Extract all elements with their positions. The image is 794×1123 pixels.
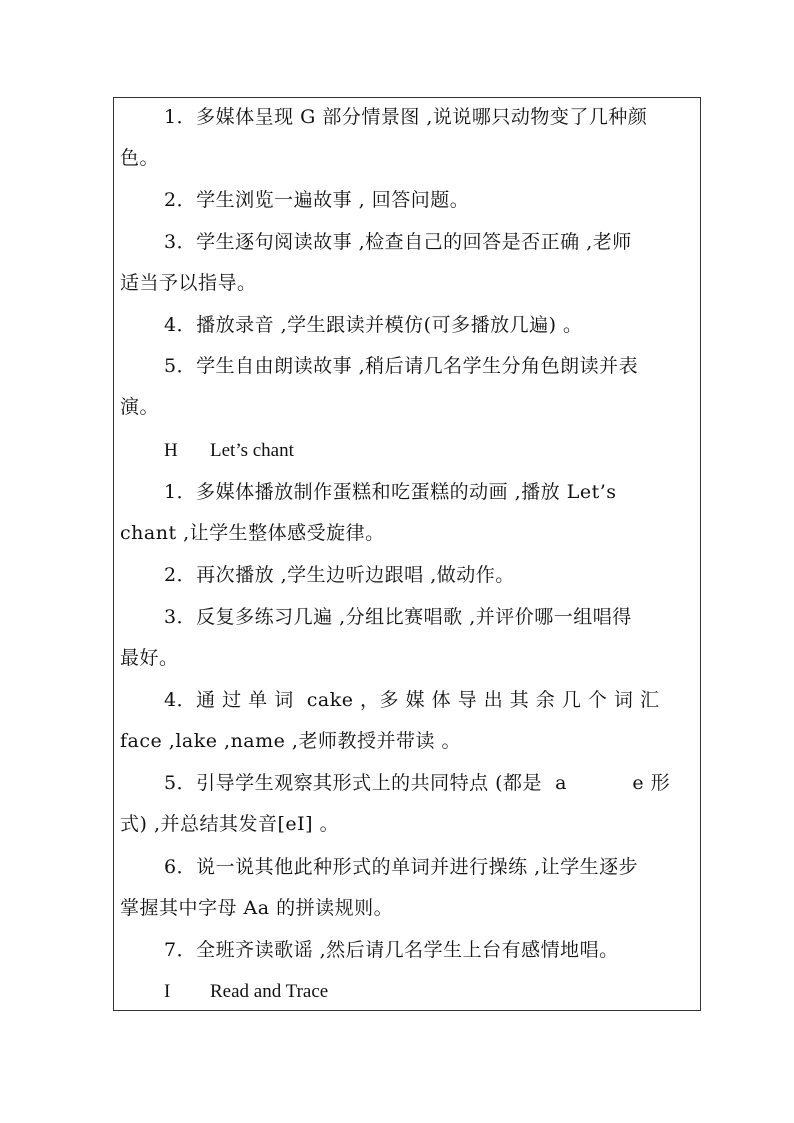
paragraph-line: 色。 xyxy=(120,147,160,169)
paragraph-line: face ,lake ,name ,老师教授并带读 。 xyxy=(120,730,462,752)
paragraph-line: 1．多媒体播放制作蛋糕和吃蛋糕的动画 ,播放 Let’s xyxy=(164,481,617,503)
paragraph-line: 最好。 xyxy=(120,647,179,669)
section-letter: H xyxy=(164,440,178,461)
section-heading-h xyxy=(164,430,294,471)
paragraph-g-5 xyxy=(120,346,698,428)
paragraph-h-7: 7．全班齐读歌谣 ,然后请几名学生上台有感情地唱。 xyxy=(164,939,619,961)
paragraph-line: 5．学生自由朗读故事 ,稍后请几名学生分角色朗读并表 xyxy=(164,355,639,377)
paragraph-h-6 xyxy=(120,847,698,929)
paragraph-h-4 xyxy=(120,680,698,762)
section-letter: I xyxy=(164,981,171,1002)
paragraph-line: 式) ,并总结其发音[eI] 。 xyxy=(120,813,340,835)
paragraph-h-1 xyxy=(120,472,698,554)
paragraph-line: 3．反复多练习几遍 ,分组比赛唱歌 ,并评价哪一组唱得 xyxy=(164,606,632,628)
paragraph-g-2: 2．学生浏览一遍故事 , 回答问题。 xyxy=(164,189,470,211)
paragraph-line: 1．多媒体呈现 G 部分情景图 ,说说哪只动物变了几种颜 xyxy=(164,106,648,128)
paragraph-g-3 xyxy=(120,222,698,304)
paragraph-h-3 xyxy=(120,597,698,679)
paragraph-line: 适当予以指导。 xyxy=(120,272,257,294)
paragraph-h-5 xyxy=(120,763,698,845)
paragraph-line: 6．说一说其他此种形式的单词并进行操练 ,让学生逐步 xyxy=(164,856,639,878)
section-heading-i xyxy=(164,971,328,1012)
paragraph-line: chant ,让学生整体感受旋律。 xyxy=(120,522,385,544)
section-title: Let’s chant xyxy=(210,440,294,461)
paragraph-line: 4．通 过 单 词 cake ，多 媒 体 导 出 其 余 几 个 词 汇 xyxy=(164,689,660,711)
paragraph-line: 演。 xyxy=(120,396,160,418)
paragraph-line: 5．引导学生观察其形式上的共同特点 (都是 a e 形 xyxy=(164,772,671,794)
paragraph-g-1 xyxy=(120,97,698,179)
paragraph-h-2: 2．再次播放 ,学生边听边跟唱 ,做动作。 xyxy=(164,564,515,586)
section-title: Read and Trace xyxy=(210,981,329,1002)
paragraph-line: 掌握其中字母 Aa 的拼读规则。 xyxy=(120,897,394,919)
paragraph-line: 3．学生逐句阅读故事 ,检查自己的回答是否正确 ,老师 xyxy=(164,231,632,253)
paragraph-g-4: 4．播放录音 ,学生跟读并模仿(可多播放几遍) 。 xyxy=(164,314,583,336)
